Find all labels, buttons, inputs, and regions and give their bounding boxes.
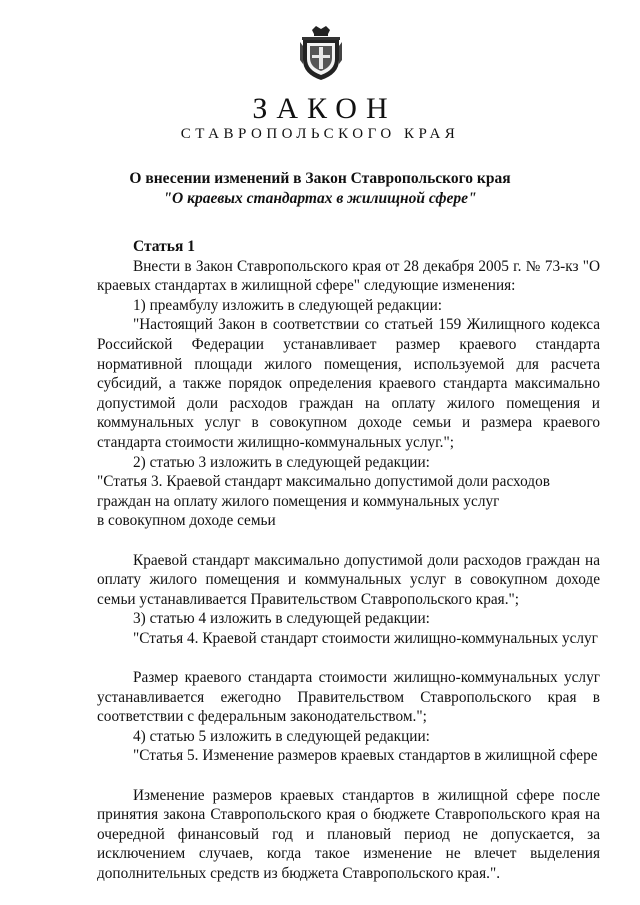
coat-of-arms-emblem xyxy=(298,24,344,82)
article-5-text: Изменение размеров краевых стандартов в жилищной сфере после принятия закона Ставропольского края о бюджете Ставропольского края на очередной финансовый год и плановый период не допускается, за исключением случаев, когда такое изменение не влечет выделения дополнительных средств из бюджета Ставропольского края.". xyxy=(97,786,600,882)
preamble-text: "Настоящий Закон в соответствии со статьей 159 Жилищного кодекса Российской Федерации устанавливает размер краевого стандарта нормативной площади жилого помещения, используемой для расчета субсидий, а также порядок определения краевого стандарта максимально допустимой доли расходов граждан на оплату жилого помещения и коммунальных услуг в совокупном доходе семьи и размера краевого стандарта стоимости жилищно-коммунальных услуг."; xyxy=(97,316,600,451)
law-body xyxy=(97,237,600,884)
article-4-text: Размер краевого стандарта стоимости жилищно-коммунальных услуг устанавливается ежегодно Правительством Ставропольского края в соответствии с федеральным законодательством."; xyxy=(97,669,600,726)
article-3-title-line-3: в совокупном доходе семьи xyxy=(97,512,276,530)
region-title: СТАВРОПОЛЬСКОГО КРАЯ xyxy=(180,126,460,142)
spacer xyxy=(97,531,600,551)
article-heading: Статья 1 xyxy=(133,238,195,255)
law-title: ЗАКОН xyxy=(252,92,397,125)
article-4-title: "Статья 4. Краевой стандарт стоимости жилищно-коммунальных услуг xyxy=(133,629,598,647)
article-3-title-line-2: граждан на оплату жилого помещения и коммунальных услуг xyxy=(97,492,500,510)
article-5-title: "Статья 5. Изменение размеров краевых стандартов в жилищной сфере xyxy=(133,747,598,765)
law-subject xyxy=(0,169,640,209)
spacer xyxy=(97,648,600,668)
amendment-item-4: 4) статью 5 изложить в следующей редакции: xyxy=(133,727,430,745)
subject-line-2: "О краевых стандартах в жилищной сфере" xyxy=(163,190,477,207)
article-3-title-line-1: "Статья 3. Краевой стандарт максимально допустимой доли расходов xyxy=(97,473,550,491)
intro-paragraph: Внести в Закон Ставропольского края от 28 декабря 2005 г. № 73-кз "О краевых стандартах в жилищной сфере" следующие изменения: xyxy=(97,257,600,295)
amendment-item-3: 3) статью 4 изложить в следующей редакции: xyxy=(133,610,430,628)
amendment-item-2: 2) статью 3 изложить в следующей редакции: xyxy=(133,453,430,471)
article-3-text: Краевой стандарт максимально допустимой доли расходов граждан на оплату жилого помещения и коммунальных услуг в совокупном доходе семьи устанавливается Правительством Ставропольского края."; xyxy=(97,551,600,608)
spacer xyxy=(97,766,600,786)
amendment-item-1: 1) преамбулу изложить в следующей редакции: xyxy=(133,296,443,314)
subject-line-1: О внесении изменений в Закон Ставропольского края xyxy=(129,170,511,187)
